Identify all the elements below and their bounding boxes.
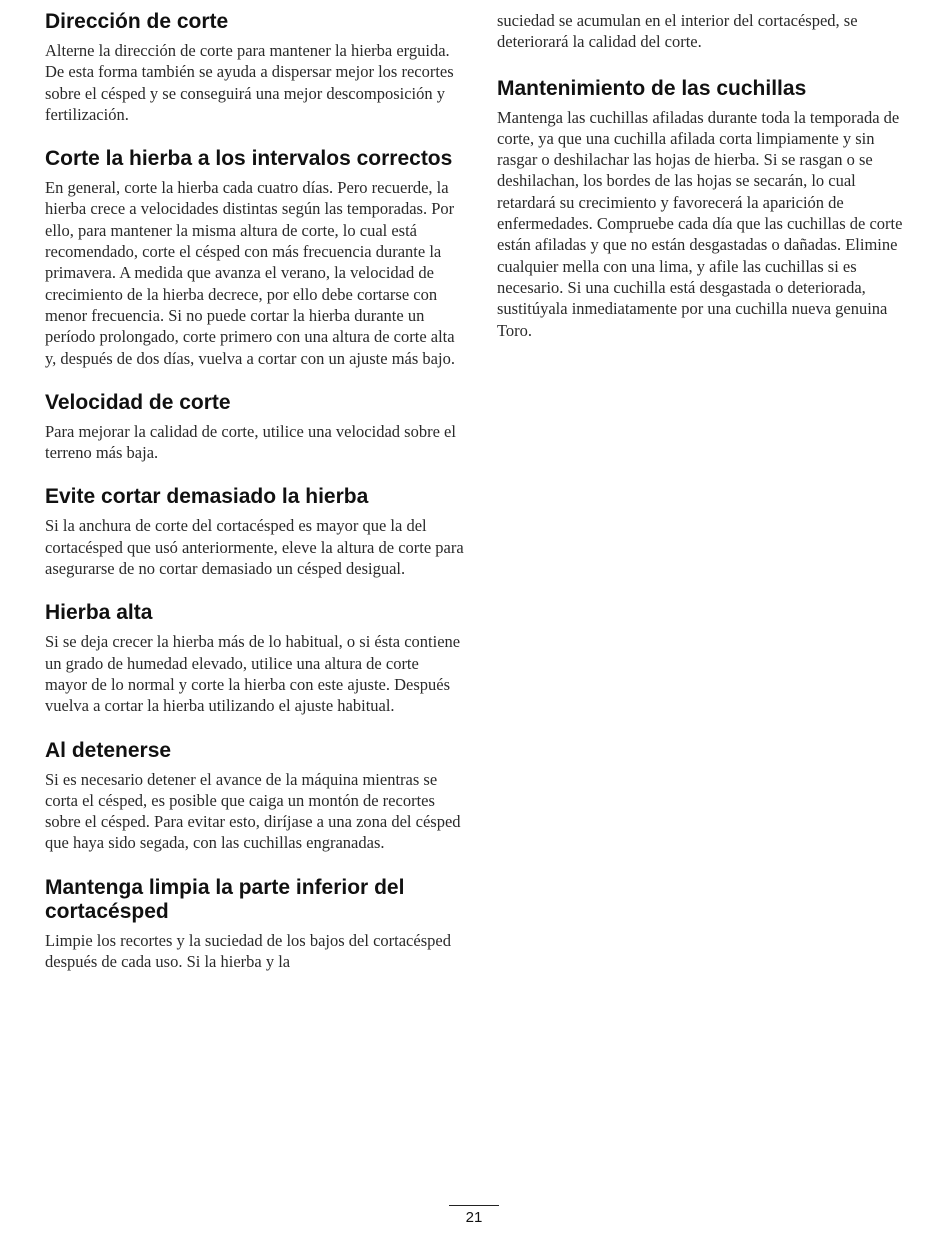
left-column <box>45 10 465 994</box>
section-heading: Al detenerse <box>45 738 172 762</box>
section-hierba-alta <box>45 601 465 716</box>
section-parte-inferior <box>45 876 465 973</box>
section-body: Alterne la dirección de corte para mantener la hierba erguida. De esta forma también se ayuda a dispersar mejor los recortes sobre el césped y se conseguirá una mejor descomposición y fertilización. <box>45 41 454 124</box>
section-heading: Dirección de corte <box>45 10 229 33</box>
section-heading: Mantenimiento de las cuchillas <box>497 76 807 100</box>
section-body: Mantenga las cuchillas afiladas durante toda la temporada de corte, ya que una cuchilla afilada corta limpiamente y sin rasgar o deshilachar las hojas de hierba. Si se rasgan o se deshilachan, los bordes de las hojas se secarán, lo cual retardará su crecimiento y favorecerá la aparición de enfermedades. Compruebe cada día que las cuchillas de corte están afiladas y que no están desgastadas o dañadas. Elimine cualquier mella con una lima, y afile las cuchillas si es necesario. Si una cuchilla está desgastada o deteriorada, sustitúyala inmediatamente por una cuchilla nueva genuina Toro. <box>497 107 903 340</box>
section-mantenimiento-cuchillas <box>497 77 917 341</box>
page-number: 21 <box>449 1205 499 1226</box>
section-evite-cortar <box>45 485 465 579</box>
continued-paragraph <box>497 10 917 53</box>
section-heading: Hierba alta <box>45 601 153 625</box>
section-direccion-de-corte <box>45 10 465 125</box>
section-velocidad-de-corte <box>45 391 465 464</box>
section-heading: Velocidad de corte <box>45 390 231 414</box>
right-column <box>497 10 917 363</box>
section-body: En general, corte la hierba cada cuatro días. Pero recuerde, la hierba crece a velocidades distintas según las temporadas. Por ello, para mantener la misma altura de corte, lo cual está recomendado, corte el césped con más frecuencia durante la primavera. A medida que avanza el verano, la velocidad de crecimiento de la hierba decrece, por ello debe cortarse con menor frecuencia. Si no puede cortar la hierba durante un período prolongado, corte primero con una altura de corte alta y, después de dos días, vuelva a cortar con un ajuste más bajo. <box>45 178 455 368</box>
section-intervalos-correctos <box>45 147 465 369</box>
section-body: Si la anchura de corte del cortacésped es mayor que la del cortacésped que usó anteriormente, eleve la altura de corte para asegurarse de no cortar demasiado un césped desigual. <box>45 516 464 579</box>
section-body: Limpie los recortes y la suciedad de los bajos del cortacésped después de cada uso. Si la hierba y la <box>45 930 451 972</box>
section-body: Para mejorar la calidad de corte, utilice una velocidad sobre el terreno más baja. <box>45 421 456 463</box>
section-al-detenerse <box>45 739 465 854</box>
continuation-text: suciedad se acumulan en el interior del cortacésped, se deteriorará la calidad del corte. <box>497 11 858 52</box>
section-heading: Corte la hierba a los intervalos correctos <box>45 147 453 171</box>
section-body: Si es necesario detener el avance de la máquina mientras se corta el césped, es posible que caiga un montón de recortes sobre el césped. Para evitar esto, diríjase a una zona del césped que haya sido segada, con las cuchillas engranadas. <box>45 769 461 853</box>
section-heading: Evite cortar demasiado la hierba <box>45 485 369 509</box>
section-body: Si se deja crecer la hierba más de lo habitual, o si ésta contiene un grado de humedad elevado, utilice una altura de corte mayor de lo normal y corte la hierba con este ajuste. Después vuelva a cortar la hierba utilizando el ajuste habitual. <box>45 632 461 716</box>
section-heading: Mantenga limpia la parte inferior del cortacésped <box>45 875 405 923</box>
